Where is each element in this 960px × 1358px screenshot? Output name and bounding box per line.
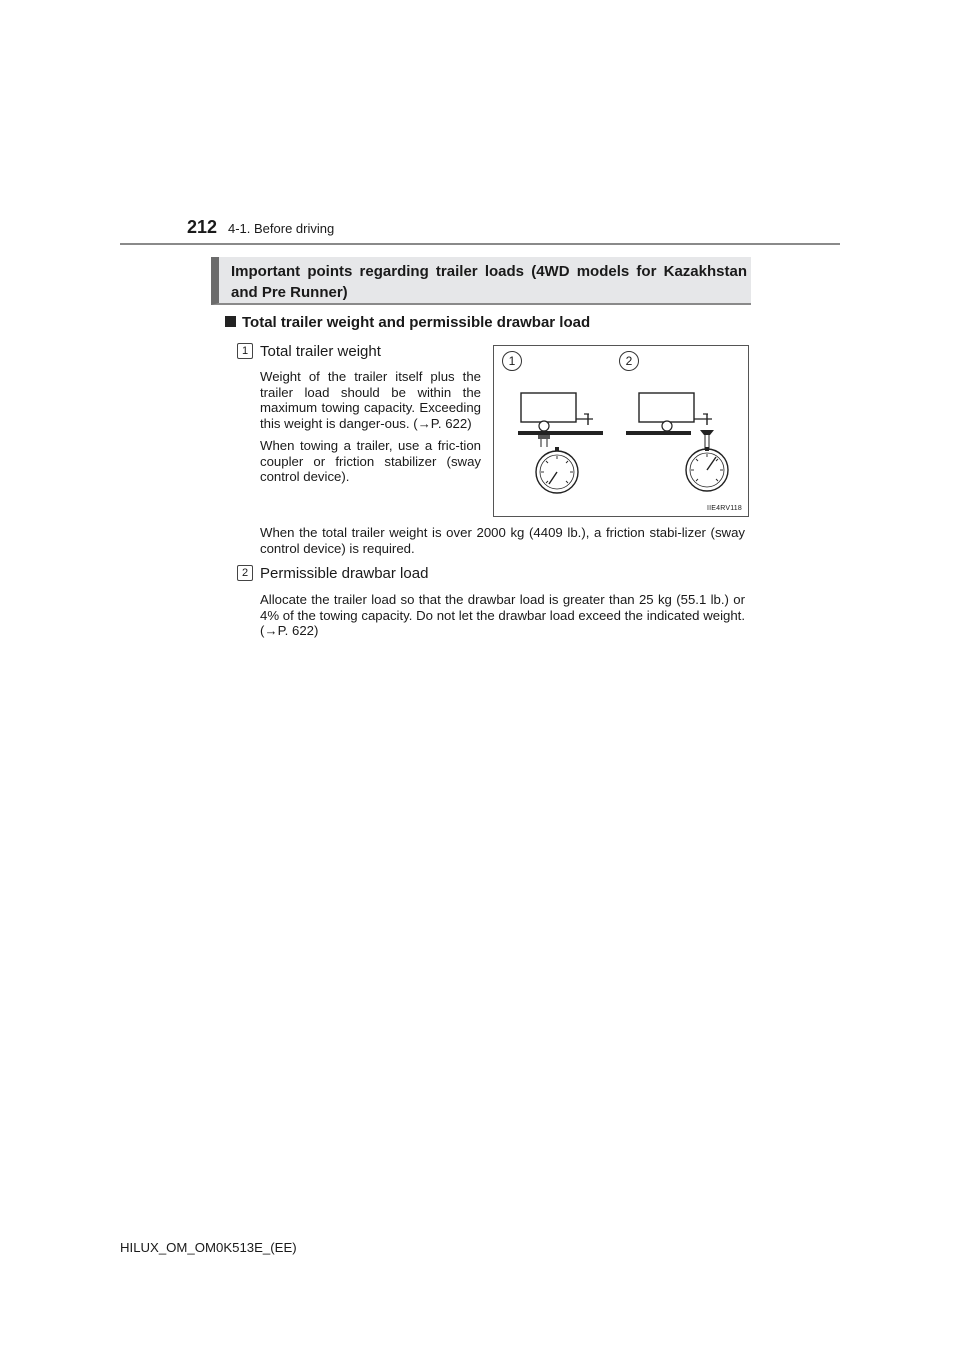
section-reference: 4-1. Before driving	[228, 221, 335, 236]
body-paragraph: When towing a trailer, use a fric-tion coupler or friction stabilizer (sway control device).	[260, 438, 481, 484]
figure-code: IIE4RV118	[706, 505, 742, 512]
item-title: Permissible drawbar load	[260, 565, 429, 582]
trailer-scale-drawing	[494, 346, 748, 516]
body-paragraph: When the total trailer weight is over 2000 kg (4409 lb.), a friction stabi-lizer (sway control device) is required.	[260, 525, 745, 556]
topic-banner	[211, 257, 751, 305]
footer-document-id: HILUX_OM_OM0K513E_(EE)	[120, 1240, 297, 1255]
drawbar-load-scene	[626, 393, 728, 491]
subsection-heading	[225, 314, 590, 331]
square-bullet-icon	[225, 316, 236, 327]
item-number-badge: 2	[237, 565, 253, 581]
trailer-load-illustration	[493, 345, 749, 517]
subsection-heading-text: Total trailer weight and permissible drawbar load	[242, 314, 591, 331]
item-number-badge: 1	[237, 343, 253, 359]
header-rule	[120, 243, 840, 245]
topic-title: Important points regarding trailer loads (4WD models for Kazakhstan and Pre Runner)	[231, 263, 747, 301]
figure-callout: 1	[502, 351, 522, 371]
item-title: Total trailer weight	[260, 343, 381, 360]
body-paragraph: Weight of the trailer itself plus the trailer load should be within the maximum towing capacity. Exceeding this weight is danger-ous. (→P. 622)	[260, 369, 481, 431]
body-paragraph: Allocate the trailer load so that the drawbar load is greater than 25 kg (55.1 lb.) or 4% of the towing capacity. Do not let the drawbar load exceed the indicated weight. (→P. 622)	[260, 592, 745, 638]
total-weight-scene	[518, 393, 603, 493]
figure-callout: 2	[619, 351, 639, 371]
page-number: 212	[187, 217, 218, 237]
